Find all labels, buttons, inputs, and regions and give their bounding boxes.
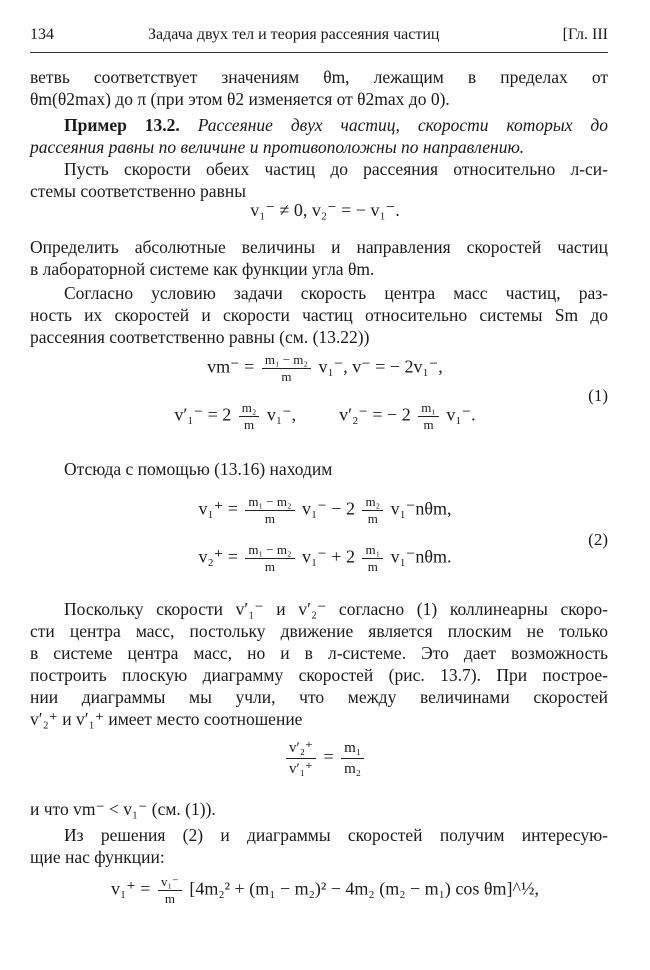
- fraction: $\frac{\text{m₁ − m₂}}{m}$: [245, 542, 294, 575]
- eq-term: v₁⁻.: [446, 404, 476, 425]
- eq-term: v₂⁺ =: [198, 546, 238, 567]
- fraction: $\frac{\text{m₁ − m₂}}{m}$: [245, 494, 294, 527]
- equation-1-line-1: [0, 352, 650, 385]
- example-heading: [30, 114, 608, 136]
- paragraph-line: Определить абсолютные величины и направления скоростей частиц: [30, 237, 608, 257]
- fraction: $\frac{\text{m₂}}{m}$: [239, 400, 260, 433]
- paragraph-line: и что vm⁻ < v₁⁻ (см. (1)).: [30, 799, 216, 819]
- eq-term: v₁⁻ + 2: [302, 546, 355, 567]
- example-title: Рассеяние двух частиц, скорости которых до: [197, 115, 608, 135]
- chapter-reference: [Гл. III: [562, 26, 608, 43]
- equation-number: (2): [588, 530, 608, 549]
- chapter-title: Задача двух тел и теория рассеяния частиц: [148, 26, 440, 43]
- equation-final: [0, 874, 650, 907]
- paragraph-line: в лабораторной системе как функции угла θm.: [30, 259, 375, 279]
- page-number: 134: [30, 26, 54, 43]
- paragraph-line: v′₂⁺ и v′₁⁺ имеет место соотношение: [30, 709, 303, 729]
- fraction: $\frac{\text{v′₂⁺}}{\text{v′₁⁺}}$: [286, 738, 316, 779]
- fraction: $\frac{\text{m₂}}{m}$: [362, 494, 383, 527]
- eq-term: v₁⁺ =: [198, 498, 238, 519]
- paragraph-line: в системе центра масс, но и в л-системе. Это дает возможность: [30, 643, 608, 663]
- fraction: $\frac{\text{m₁}}{m}$: [362, 542, 383, 575]
- equation-2-line-1: [0, 494, 650, 527]
- paragraph-line: ветвь соответствует значениям θm, лежащим в пределах от: [30, 67, 608, 87]
- paragraph-line: Из решения (2) и диаграммы скоростей получим интересую-: [64, 825, 608, 845]
- fraction: $\frac{\text{m₁ − m₂}}{m}$: [262, 352, 311, 385]
- paragraph-line: Поскольку скорости v′₁⁻ и v′₂⁻ согласно (1) коллинеарны скоро-: [64, 599, 608, 619]
- equation-ratio: [0, 738, 650, 779]
- eq-term: vm⁻ =: [207, 356, 255, 377]
- header-rule: [30, 52, 608, 53]
- eq-term: v₁⁺ =: [111, 878, 151, 899]
- fraction: $\frac{\text{m₁}}{m}$: [418, 400, 439, 433]
- paragraph-line: щие нас функции:: [30, 847, 165, 867]
- eq-term: v₁⁻nθm.: [390, 546, 452, 567]
- eq-term: v₁⁻, v⁻ = − 2v₁⁻,: [318, 356, 443, 377]
- eq-term: v₁⁻nθm,: [390, 498, 452, 519]
- eq-term: v′₁⁻ = 2: [174, 404, 232, 425]
- running-header: [30, 26, 608, 50]
- fraction: $\frac{\text{m₁}}{\text{m₂}}$: [341, 738, 364, 779]
- paragraph-line: Согласно условию задачи скорость центра масс частиц, раз-: [64, 283, 608, 303]
- fraction: $\frac{\text{v₁⁻}}{m}$: [158, 874, 182, 907]
- paragraph-line: рассеяния соответственно равны (см. (13.22)): [30, 327, 370, 347]
- example-title-continued: рассеяния равны по величине и противоположны по направлению.: [30, 137, 525, 157]
- paragraph-line: θm(θ2max) до π (при этом θ2 изменяется от θ2max до 0).: [30, 89, 450, 109]
- paragraph-line: нии диаграммы мы учли, что между величинами скоростей: [30, 687, 608, 707]
- paragraph-line: построить плоскую диаграмму скоростей (рис. 13.7). При построе-: [30, 665, 608, 685]
- equation-1-line-2: [0, 400, 650, 433]
- example-label: Пример 13.2.: [64, 115, 180, 135]
- paragraph-line: стемы соответственно равны: [30, 181, 246, 201]
- paragraph-line: ность их скоростей и скорости частиц относительно системы Sm до: [30, 305, 608, 325]
- eq-term: =: [323, 746, 334, 767]
- equation-number: (1): [588, 386, 608, 405]
- paragraph-line: сти центра масс, постольку движение является плоским не только: [30, 621, 608, 641]
- paragraph-line: Отсюда с помощью (13.16) находим: [64, 459, 333, 479]
- eq-term: v′₂⁻ = − 2: [339, 404, 411, 425]
- equation-given: v₁⁻ ≠ 0, v₂⁻ = − v₁⁻.: [250, 200, 400, 220]
- eq-term: v₁⁻ − 2: [302, 498, 355, 519]
- equation-2-line-2: [0, 542, 650, 575]
- eq-term: [4m₂² + (m₁ − m₂)² − 4m₂ (m₂ − m₁) cos θm]^½,: [189, 878, 539, 899]
- paragraph-line: Пусть скорости обеих частиц до рассеяния относительно л-си-: [64, 159, 608, 179]
- eq-term: v₁⁻,: [266, 404, 297, 425]
